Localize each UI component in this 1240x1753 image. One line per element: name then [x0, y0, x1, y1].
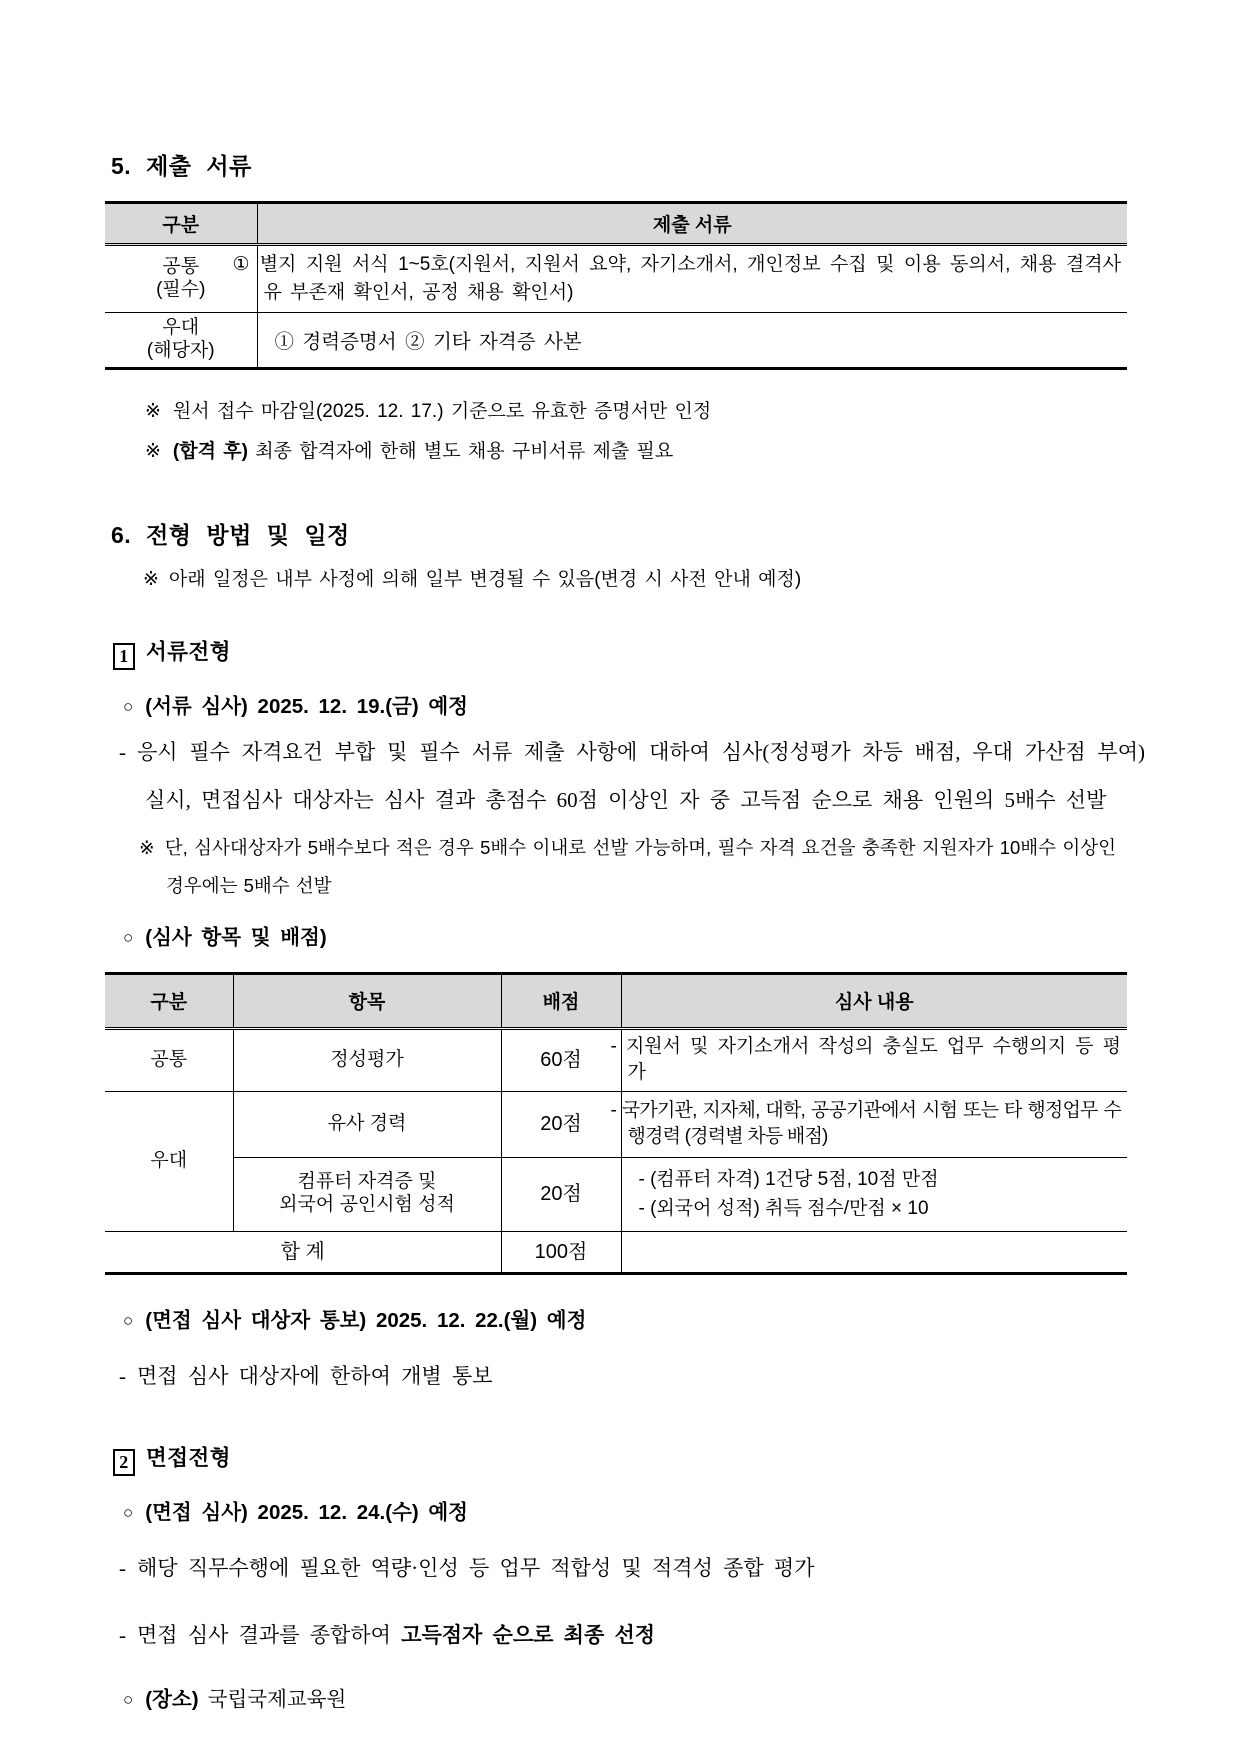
interview-notice-date-item: ○ (면접 심사 대상자 통보) 2025. 12. 22.(월) 예정 [123, 1308, 587, 1332]
submission-note-2: ※ (합격 후) 최종 합격자에 한해 별도 채용 구비서류 제출 필요 [145, 441, 674, 462]
col-header-group: 구분 [105, 973, 233, 1028]
dash-bullet: - [119, 1555, 126, 1580]
multiplier-selection-note: ※ 단, 심사대상자가 5배수보다 적은 경우 5배수 이내로 선발 가능하며, 필수 자격 요건을 충족한 지원자가 10배수 이상인 경우에는 5배수 선발 [139, 836, 1116, 896]
col-header-item: 항목 [233, 973, 501, 1028]
step-1-title: 1 서류전형 [113, 635, 1132, 670]
table-row [105, 1028, 1127, 1091]
circle-bullet: ○ [123, 697, 134, 716]
table-header-row [105, 203, 1127, 245]
interview-notice-description: - 면접 심사 대상자에 한하여 개별 통보 [119, 1363, 493, 1388]
cell-item-qualitative: 정성평가 [233, 1028, 501, 1091]
cell-group-preferred: 우대 [105, 1091, 233, 1231]
cell-category-common: 공통 (필수) [105, 245, 257, 313]
table-row [105, 313, 1127, 369]
dash-bullet: - [119, 1623, 126, 1648]
reference-mark: ※ [143, 569, 159, 590]
boxed-number-2: 2 [113, 1449, 135, 1476]
circled-1-marker: ① [232, 254, 251, 276]
schedule-change-note: ※ 아래 일정은 내부 사정에 의해 일부 변경될 수 있음(변경 시 사전 안내 예정) [143, 569, 802, 590]
submission-note-1: ※ 원서 접수 마감일(2025. 12. 17.) 기준으로 유효한 증명서만 인정 [145, 401, 712, 422]
cell-documents-common: ① 별지 지원 서식 1~5호(지원서, 지원서 요약, 자기소개서, 개인정보 수집 및 이용 동의서, 채용 결격사유 부존재 확인서, 공정 채용 확인서) [257, 245, 1127, 313]
cell-item-experience: 유사 경력 [233, 1091, 501, 1157]
document-review-description: - 응시 필수 자격요건 부합 및 필수 서류 제출 사항에 대하여 심사(정성평가 차등 배점, 우대 가산점 부여) 실시, 면접심사 대상자는 심사 결과 총점수 60점 이상인 자 중 고득점 순으로 채용 인원의 5배수 선발 [119, 740, 1145, 812]
circle-bullet: ○ [123, 1502, 134, 1522]
evaluation-criteria-table [105, 972, 1127, 1275]
interview-evaluation-description: - 해당 직무수행에 필요한 역량·인성 등 업무 적합성 및 적격성 종합 평가 [119, 1555, 815, 1580]
section-5-heading: 5. 제출 서류 [111, 153, 252, 179]
col-header-documents: 제출 서류 [257, 203, 1127, 245]
cell-points-20a: 20점 [501, 1091, 621, 1157]
circle-bullet: ○ [123, 1690, 134, 1710]
table-total-row [105, 1231, 1127, 1273]
boxed-number-1: 1 [113, 643, 135, 670]
cell-total-empty [621, 1231, 1127, 1273]
col-header-points: 배점 [501, 973, 621, 1028]
dash-bullet: - [119, 1363, 126, 1388]
reference-mark: ※ [145, 401, 161, 422]
circle-bullet: ○ [123, 927, 134, 947]
interview-date-item: ○ (면접 심사) 2025. 12. 24.(수) 예정 [123, 1500, 468, 1524]
table-row [105, 245, 1127, 313]
col-header-detail: 심사 내용 [621, 973, 1127, 1028]
section-6-heading: 6. 전형 방법 및 일정 [111, 522, 350, 548]
col-header-category: 구분 [105, 203, 257, 245]
cell-detail-qualitative: - 지원서 및 자기소개서 작성의 충실도 업무 수행의지 등 평가 [621, 1028, 1127, 1091]
cell-detail-experience: - 국가기관, 지자체, 대학, 공공기관에서 시험 또는 타 행정업무 수행경력 (경력별 차등 배점) [621, 1091, 1127, 1157]
reference-mark: ※ [139, 836, 155, 858]
cell-category-preferred: 우대 (해당자) [146, 317, 215, 361]
table-row [105, 1091, 1127, 1157]
dash-bullet: - [119, 740, 126, 764]
cell-documents-preferred: ① 경력증명서 ② 기타 자격증 사본 [257, 313, 1127, 369]
cell-item-certificates: 컴퓨터 자격증 및 외국어 공인시험 성적 [233, 1157, 501, 1231]
cell-total-points: 100점 [501, 1231, 621, 1273]
table-row [105, 1157, 1127, 1231]
document-review-date-item: ○ (서류 심사) 2025. 12. 19.(금) 예정 [123, 695, 468, 718]
reference-mark: ※ [145, 441, 161, 462]
cell-group-common: 공통 [105, 1028, 233, 1091]
cell-points-60: 60점 [501, 1028, 621, 1091]
submission-documents-table [105, 201, 1127, 370]
final-selection-description: - 면접 심사 결과를 종합하여 고득점자 순으로 최종 선정 [119, 1623, 656, 1648]
location-item: ○ (장소) 국립국제교육원 [123, 1688, 347, 1712]
cell-points-20b: 20점 [501, 1157, 621, 1231]
cell-detail-certificates: - (컴퓨터 자격) 1건당 5점, 10점 만점 - (외국어 성적) 취득 점수/만점 × 10 [621, 1157, 1127, 1231]
criteria-points-item: ○ (심사 항목 및 배점) [123, 925, 327, 949]
circle-bullet: ○ [123, 1310, 134, 1330]
table-header-row [105, 973, 1127, 1028]
cell-total-label: 합 계 [280, 1240, 325, 1263]
step-2-title: 2 면접전형 [113, 1441, 1132, 1476]
